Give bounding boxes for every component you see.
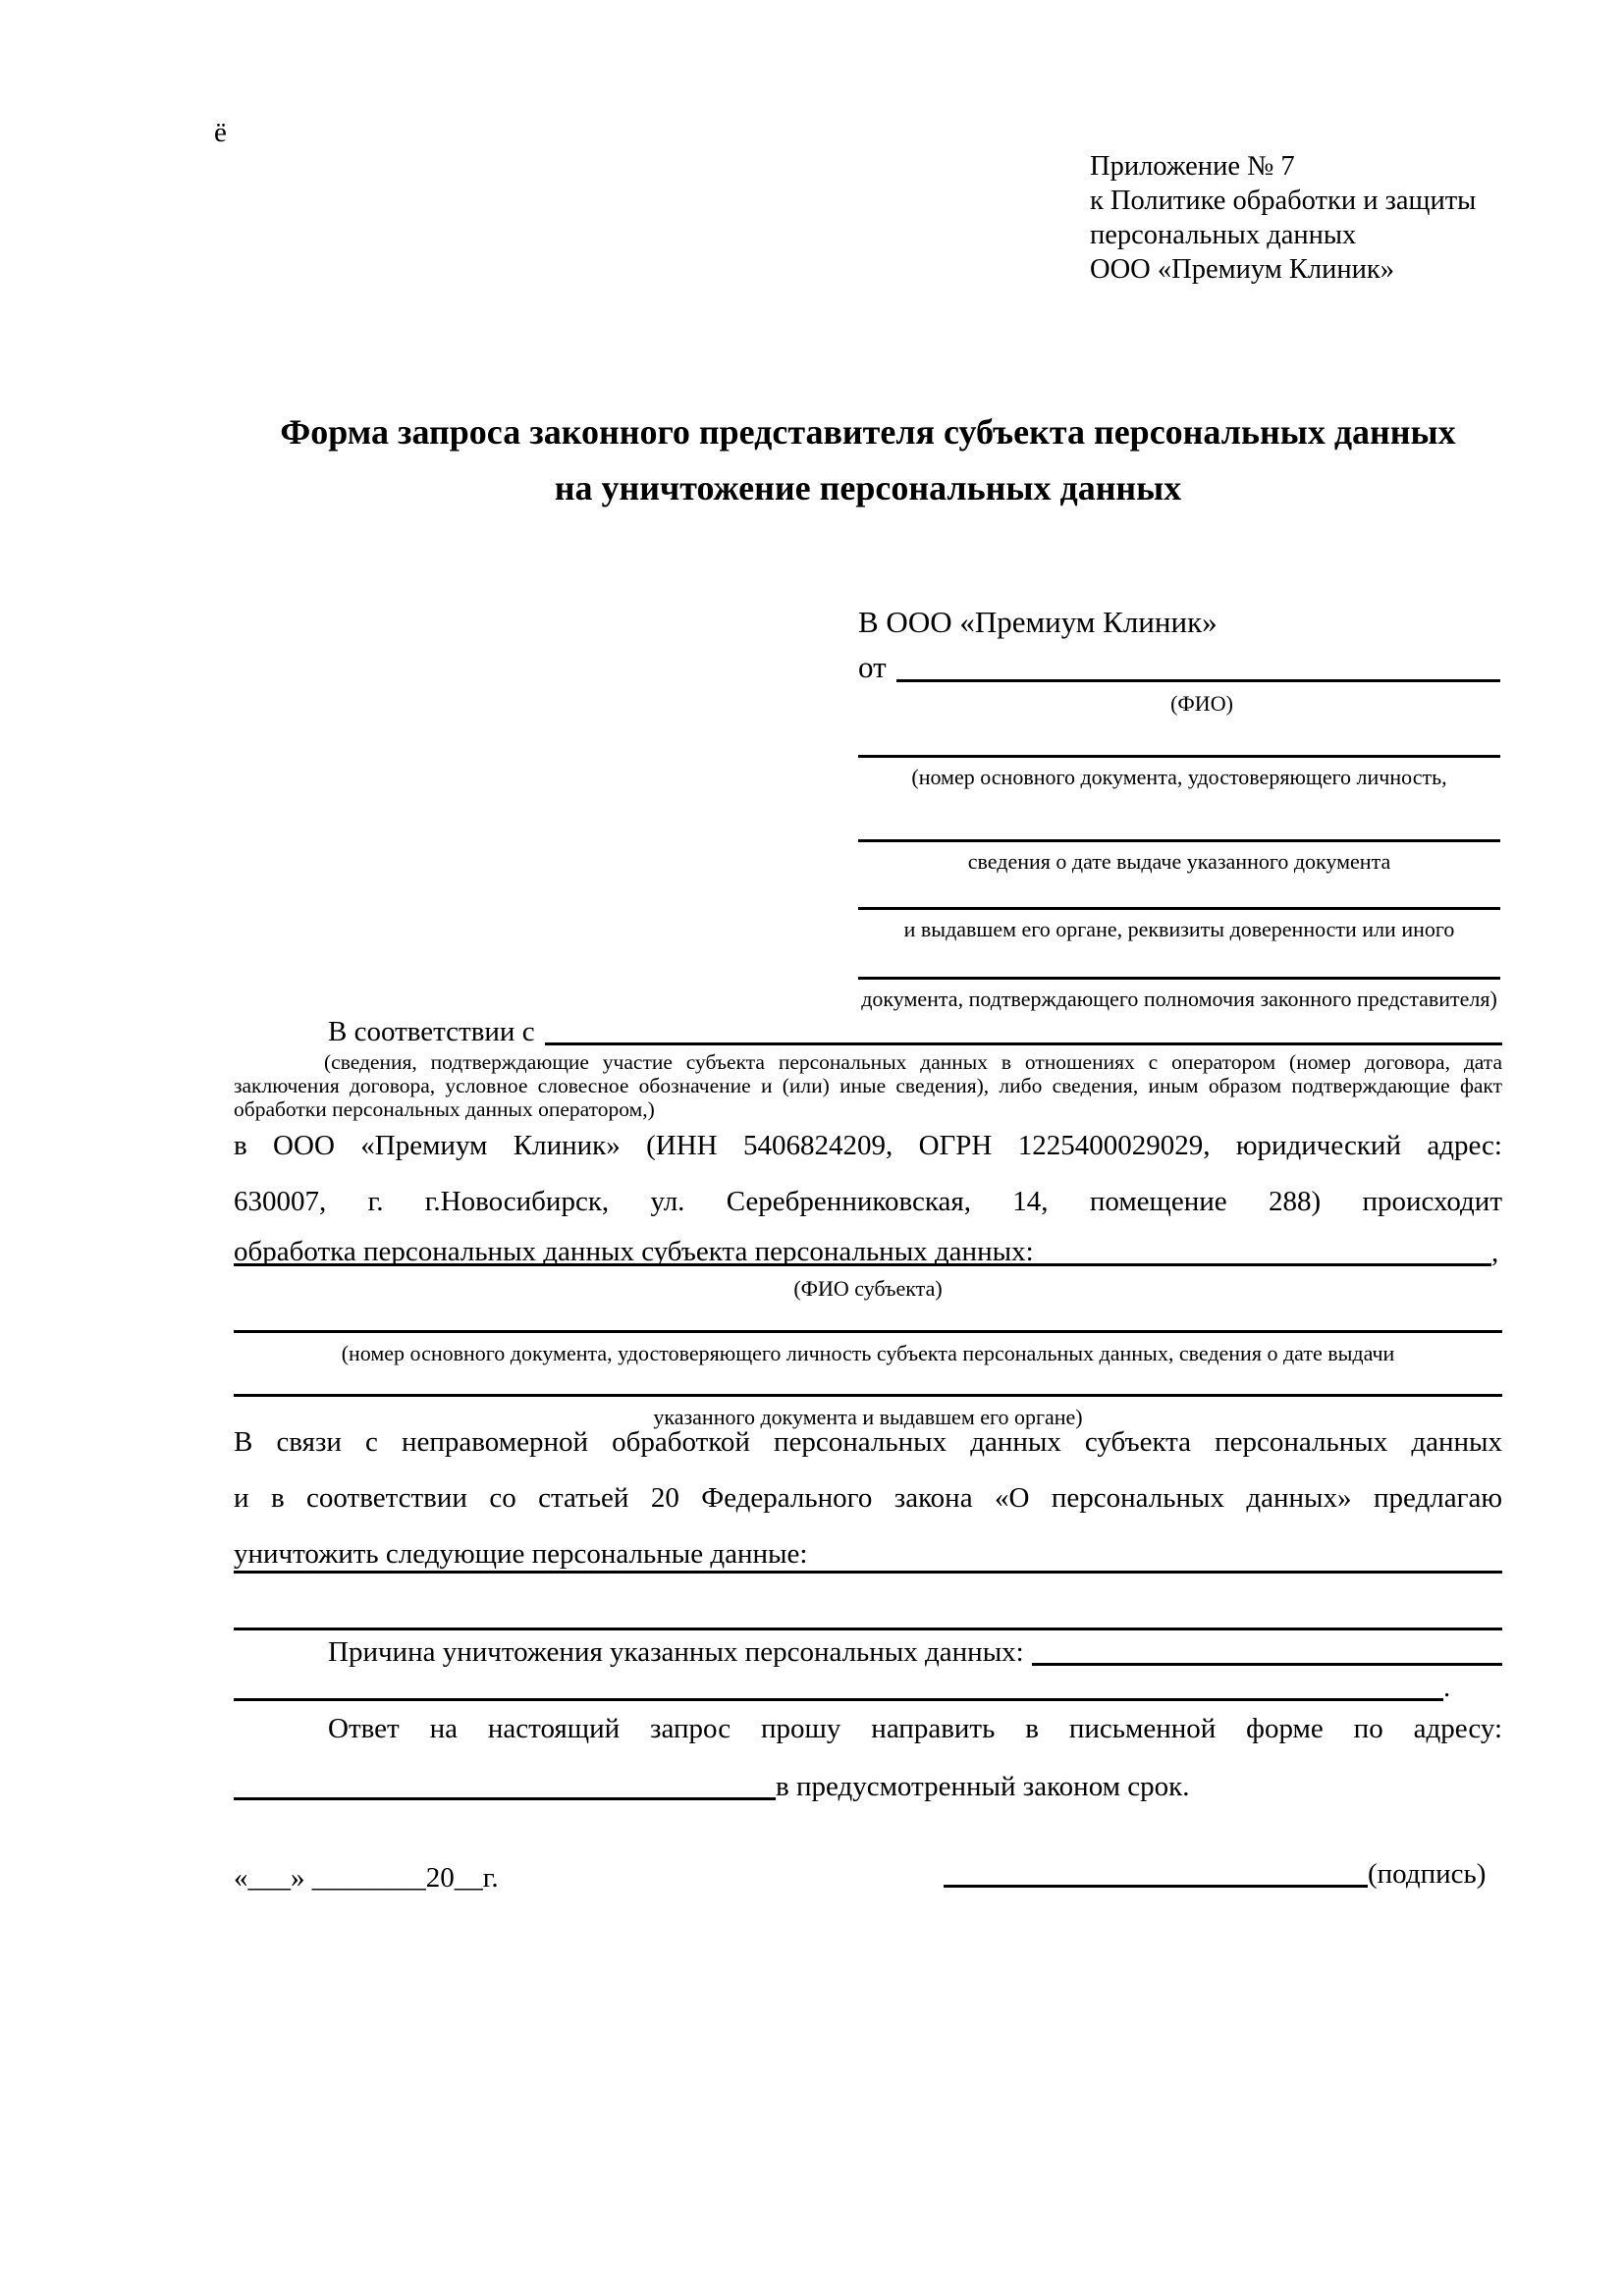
from-label: от bbox=[858, 650, 887, 684]
addressee-to: В ООО «Премиум Клиник» bbox=[858, 605, 1218, 639]
demand-paragraph-line: уничтожить следующие персональные данные: bbox=[234, 1538, 808, 1570]
demand-paragraph-line: В связи с неправомерной обработкой персональных данных субъекта персональных данных bbox=[234, 1426, 1502, 1458]
appendix-line: персональных данных bbox=[1090, 220, 1357, 250]
reply-address-row bbox=[234, 1768, 1502, 1803]
operator-paragraph-line: 630007, г. г.Новосибирск, ул. Серебренниковская, 14, помещение 288) происходит bbox=[234, 1186, 1502, 1217]
reply-line: Ответ на настоящий запрос прошу направить в письменной форме по адресу: bbox=[328, 1713, 1502, 1744]
subject-fio-blank-line bbox=[234, 1262, 1491, 1266]
from-blank-line bbox=[896, 678, 1500, 682]
issuing-authority-caption: и выдавшем его органе, реквизиты доверенности или иного bbox=[903, 917, 1455, 941]
title-line: Форма запроса законного представителя субъекта персональных данных bbox=[280, 412, 1456, 452]
accordance-label: В соответствии с bbox=[328, 1016, 535, 1047]
signature-blank-line bbox=[944, 1884, 1368, 1888]
trailing-period: . bbox=[1443, 1672, 1451, 1703]
blank-line bbox=[234, 1628, 1502, 1630]
document-title bbox=[234, 404, 1502, 516]
authority-document-caption: документа, подтверждающего полномочия законного представителя) bbox=[861, 987, 1497, 1011]
reason-blank-line bbox=[1032, 1662, 1502, 1666]
addressee-from-row bbox=[858, 648, 1500, 685]
reply-tail: в предусмотренный законом срок. bbox=[776, 1771, 1190, 1802]
appendix-line: к Политике обработки и защиты bbox=[1090, 186, 1477, 216]
reason-blank-line bbox=[234, 1697, 1443, 1701]
signature-caption: (подпись) bbox=[1368, 1858, 1487, 1890]
reason-label: Причина уничтожения указанных персональных данных: bbox=[328, 1636, 1024, 1668]
subject-fio-row bbox=[234, 1237, 1502, 1269]
reason-row bbox=[234, 1633, 1502, 1669]
fio-subject-caption: (ФИО субъекта) bbox=[793, 1276, 943, 1301]
signature-row bbox=[944, 1857, 1502, 1891]
blank-line bbox=[858, 839, 1500, 842]
date-blank: «___» ________20__г. bbox=[234, 1862, 499, 1894]
accordance-blank-line bbox=[545, 1041, 1502, 1045]
blank-line bbox=[234, 1394, 1502, 1397]
title-line: на уничтожение персональных данных bbox=[554, 468, 1182, 507]
blank-line bbox=[858, 755, 1500, 758]
stray-char: ё bbox=[214, 117, 227, 148]
accordance-row bbox=[234, 1013, 1502, 1048]
blank-line bbox=[234, 1571, 1502, 1574]
operator-paragraph-line: обработка персональных данных субъекта персональных данных: bbox=[234, 1236, 1034, 1267]
accordance-note-line: заключения договора, условное словесное обозначение и (или) иные сведения), либо сведения, иным образом подтверждающие факт bbox=[234, 1074, 1502, 1097]
fio-caption: (ФИО) bbox=[1170, 691, 1233, 716]
issue-date-caption: сведения о дате выдаче указанного документа bbox=[967, 849, 1391, 874]
trailing-comma: , bbox=[1491, 1237, 1499, 1268]
reason-continuation-row bbox=[234, 1671, 1502, 1704]
appendix-line: ООО «Премиум Клиник» bbox=[1090, 254, 1395, 285]
appendix-line: Приложение № 7 bbox=[1090, 151, 1295, 182]
blank-line bbox=[858, 977, 1500, 980]
accordance-note-line: обработки персональных данных оператором,) bbox=[234, 1097, 655, 1121]
appendix-block bbox=[1090, 149, 1526, 287]
blank-line bbox=[234, 1330, 1502, 1333]
operator-paragraph-line: в ООО «Премиум Клиник» (ИНН 5406824209, ОГРН 1225400029029, юридический адрес: bbox=[234, 1130, 1502, 1161]
subject-doc-caption: (номер основного документа, удостоверяющего личность субъекта персональных данных, сведения о дате выдачи bbox=[341, 1341, 1395, 1365]
demand-paragraph-line: и в соответствии со статьей 20 Федерального закона «О персональных данных» предлагаю bbox=[234, 1482, 1502, 1514]
doc-number-caption: (номер основного документа, удостоверяющего личность, bbox=[911, 765, 1447, 789]
address-blank-line bbox=[234, 1796, 776, 1800]
subject-doc-caption: указанного документа и выдавшем его органе) bbox=[653, 1405, 1083, 1429]
blank-line bbox=[858, 907, 1500, 910]
accordance-note-line: (сведения, подтверждающие участие субъекта персональных данных в отношениях с оператором (номер договора, дата bbox=[324, 1050, 1502, 1074]
